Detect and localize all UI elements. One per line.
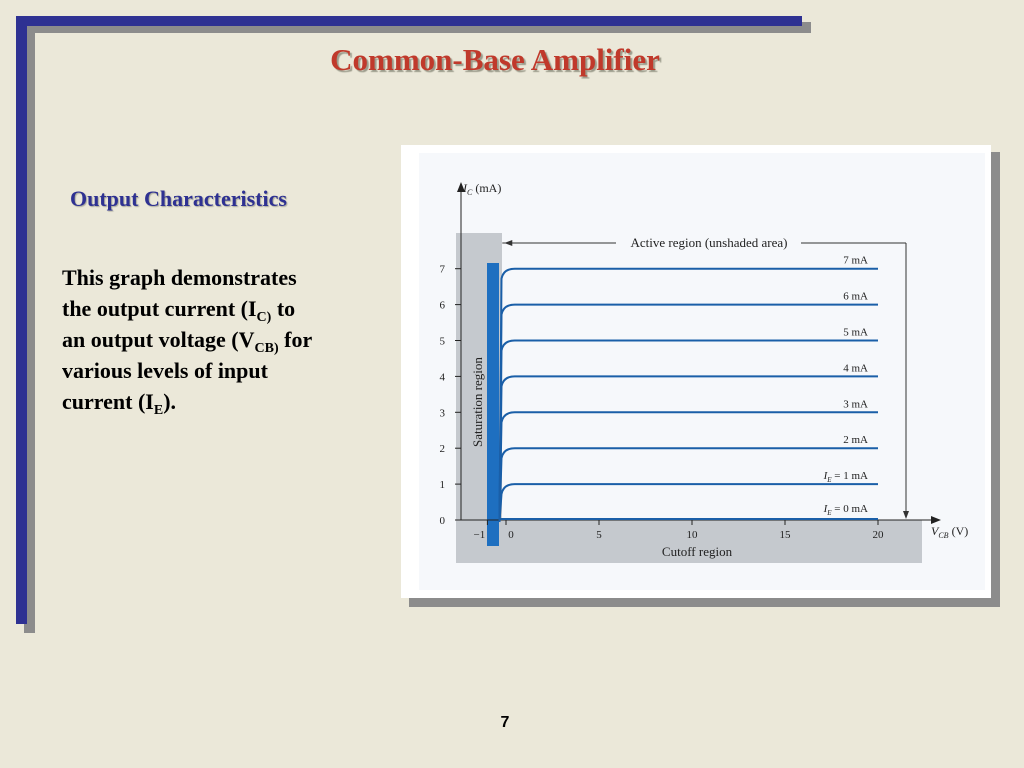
x-tick-label: 0 [508, 529, 514, 541]
desc-line-2-pre: the output current (I [62, 296, 257, 321]
figure-panel [401, 145, 991, 598]
curve-label-sub: E [827, 476, 832, 485]
slide-subtitle: Output Characteristics [70, 186, 287, 211]
curve-label: 5 mA [843, 326, 868, 339]
y-tick-label: 4 [439, 371, 445, 384]
y-tick-label: 5 [439, 335, 445, 348]
y-tick-label: 0 [439, 515, 445, 527]
y-axis-title-main: I [463, 181, 467, 195]
slide-title: Common-Base Amplifier [330, 42, 660, 77]
left-accent-bar [16, 16, 27, 624]
curve-label: 6 mA [843, 290, 868, 303]
y-tick-label: 6 [439, 299, 445, 312]
desc-line-3-post: for [278, 327, 313, 352]
y-axis-title-unit: (mA) [472, 181, 502, 195]
x-axis-title-unit: (V) [948, 524, 969, 538]
y-tick-label: 3 [439, 407, 445, 420]
saturation-region-label: Saturation region [470, 357, 485, 447]
output-characteristics-chart [401, 145, 991, 598]
curve-label-sub: E [827, 509, 832, 517]
x-tick-label: 15 [779, 529, 791, 541]
cutoff-region-label: Cutoff region [661, 544, 733, 559]
active-region-label: Active region (unshaded area) [630, 235, 788, 250]
x-tick-label: −1 [473, 529, 486, 541]
description-text [62, 262, 372, 417]
top-accent-bar [16, 16, 802, 26]
curve-label: 3 mA [843, 398, 868, 411]
x-tick-label: 20 [872, 529, 884, 541]
desc-line-2-post: to [271, 296, 296, 321]
desc-line-5-post: ). [163, 389, 177, 414]
curve-label: 2 mA [843, 434, 868, 447]
y-axis-title-sub: C [467, 188, 473, 197]
desc-line-4: various levels of input [62, 358, 268, 383]
x-axis-title-sub: CB [938, 531, 949, 540]
desc-line-5-sub: E [153, 403, 164, 418]
x-tick-label: 10 [686, 529, 698, 541]
curve-label-value: = 0 mA [831, 503, 868, 515]
desc-line-1: This graph demonstrates [62, 265, 297, 290]
curve-label: 7 mA [843, 254, 868, 267]
desc-line-3-pre: an output voltage (V [62, 327, 255, 352]
y-tick-label: 2 [439, 443, 445, 456]
desc-line-5-pre: current (I [62, 389, 154, 414]
curve-label: 4 mA [843, 362, 868, 375]
desc-line-2-sub: C) [256, 310, 272, 325]
desc-line-3-sub: CB) [254, 341, 279, 356]
curve-label-main: I [823, 503, 828, 515]
page-number: 7 [500, 714, 510, 731]
x-axis-title-main: V [931, 524, 939, 538]
y-tick-label: 1 [439, 479, 445, 492]
curve-label-value: = 1 mA [831, 470, 868, 483]
x-axis-title [931, 524, 968, 540]
curve-label-main: I [823, 470, 828, 483]
y-tick-label: 7 [439, 263, 445, 276]
x-tick-label: 5 [596, 529, 602, 541]
saturation-edge-band [487, 263, 499, 546]
